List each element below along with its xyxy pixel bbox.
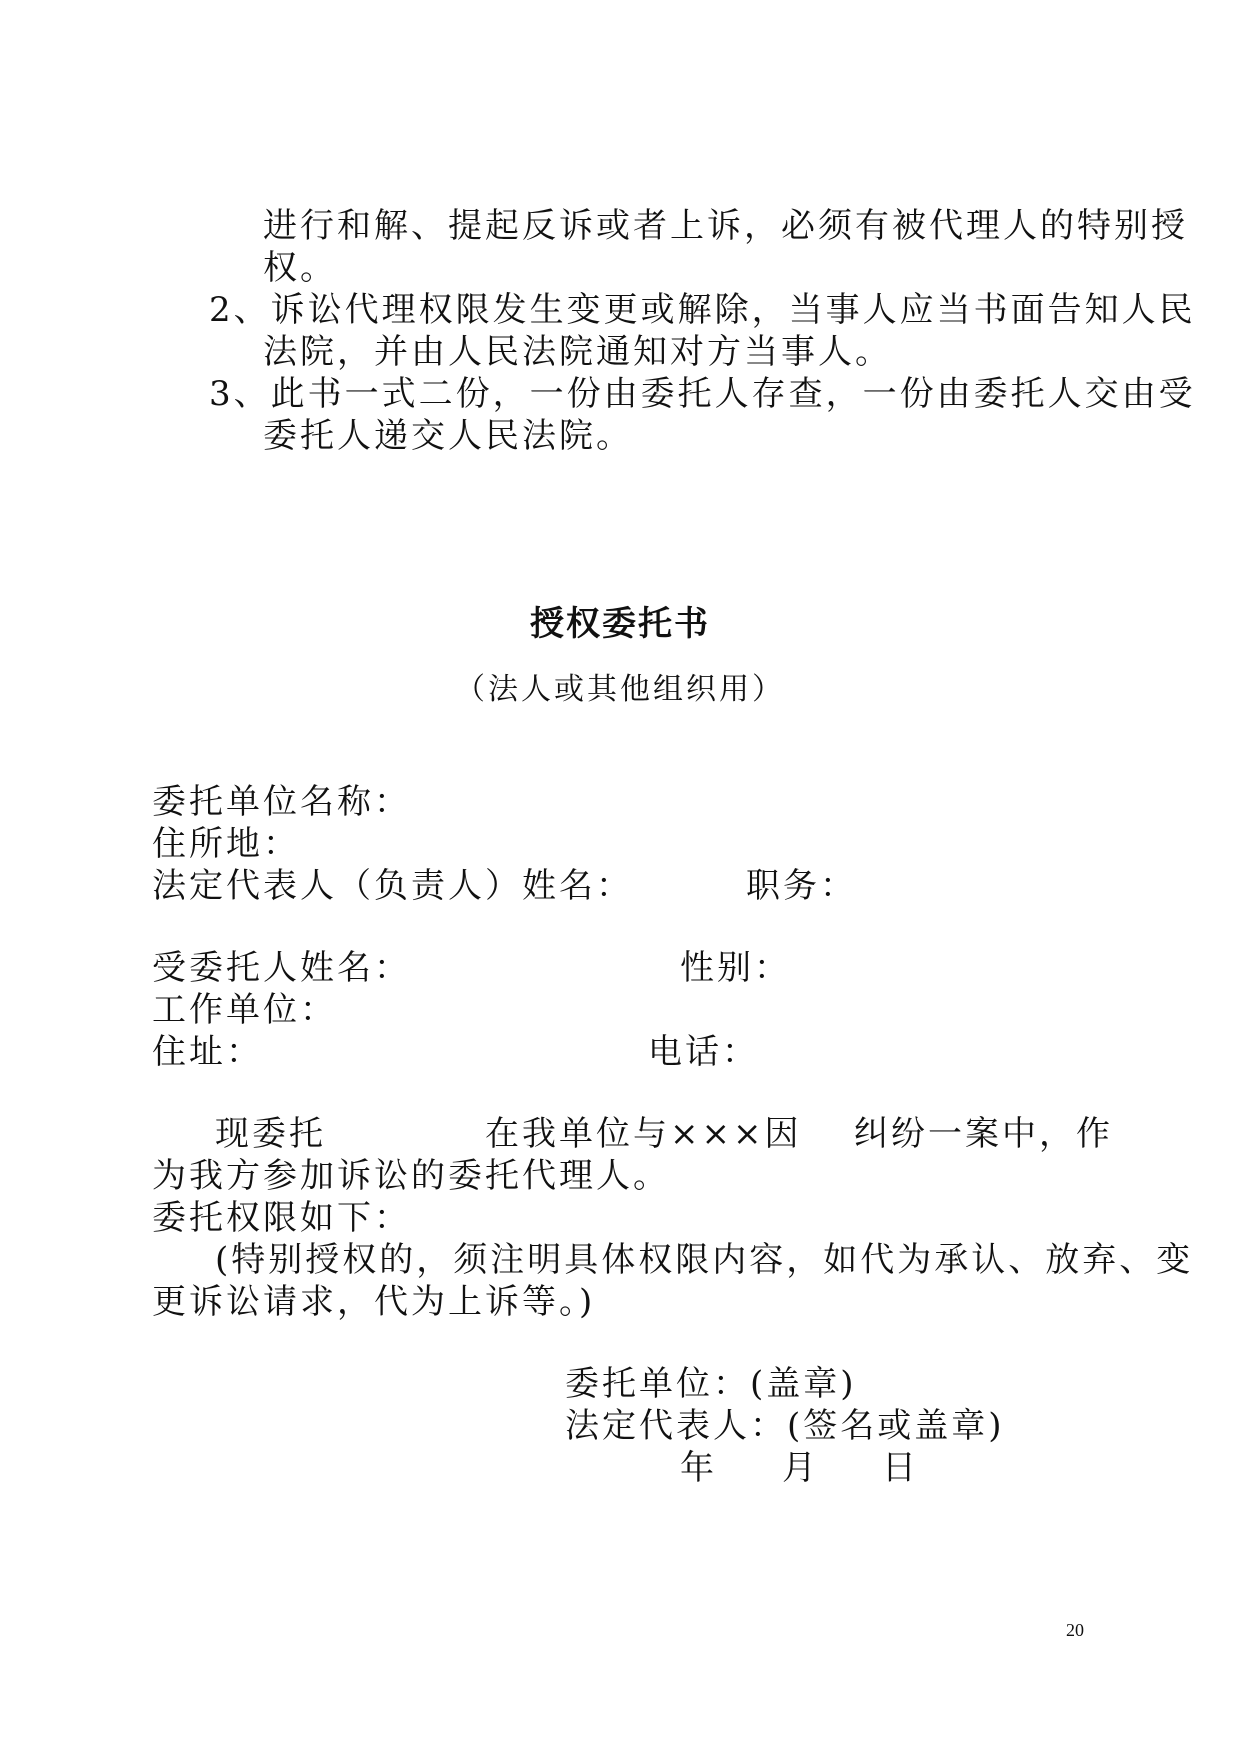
date-day: 日 (882, 1448, 919, 1488)
entrust-text-part3: 纠纷一案中，作 (854, 1114, 1113, 1154)
entrust-text-part2: 在我单位与×××因 (485, 1114, 802, 1154)
entrusting-unit-name-label: 委托单位名称： (152, 782, 411, 822)
date-month: 月 (782, 1448, 819, 1488)
agent-name-label: 受委托人姓名： (152, 948, 411, 988)
document-subtitle: （法人或其他组织用） (455, 672, 785, 707)
note-item3-line1: 3、此书一式二份，一份由委托人存查，一份由委托人交由受 (209, 374, 1196, 414)
entrust-text-part1: 现委托 (215, 1114, 326, 1154)
gender-label: 性别： (680, 948, 791, 988)
note-item2-line2: 法院，并由人民法院通知对方当事人。 (263, 332, 892, 372)
address-label: 住址： (152, 1032, 263, 1072)
phone-label: 电话： (648, 1032, 759, 1072)
entrust-text-line2: 为我方参加诉讼的委托代理人。 (152, 1156, 670, 1196)
note-item3-line2: 委托人递交人民法院。 (263, 416, 633, 456)
residence-label: 住所地： (152, 824, 300, 864)
note-item1-continuation-line2: 权。 (263, 248, 337, 288)
legal-rep-name-label: 法定代表人（负责人）姓名： (152, 866, 633, 906)
document-title: 授权委托书 (530, 604, 710, 644)
note-item1-continuation-line1: 进行和解、提起反诉或者上诉，必须有被代理人的特别授 (263, 206, 1188, 246)
authority-label: 委托权限如下： (152, 1198, 411, 1238)
position-label: 职务： (746, 866, 857, 906)
page-number: 20 (1066, 1620, 1084, 1640)
authority-note-line2: 更诉讼请求，代为上诉等。) (152, 1282, 596, 1322)
signature-legal-rep: 法定代表人：(签名或盖章) (565, 1406, 1005, 1446)
authority-note-line1: (特别授权的，须注明具体权限内容，如代为承认、放弃、变 (215, 1240, 1194, 1280)
note-item2-line1: 2、诉讼代理权限发生变更或解除，当事人应当书面告知人民 (209, 290, 1196, 330)
work-unit-label: 工作单位： (152, 990, 337, 1030)
date-year: 年 (680, 1448, 717, 1488)
signature-unit-seal: 委托单位：(盖章) (565, 1364, 857, 1404)
